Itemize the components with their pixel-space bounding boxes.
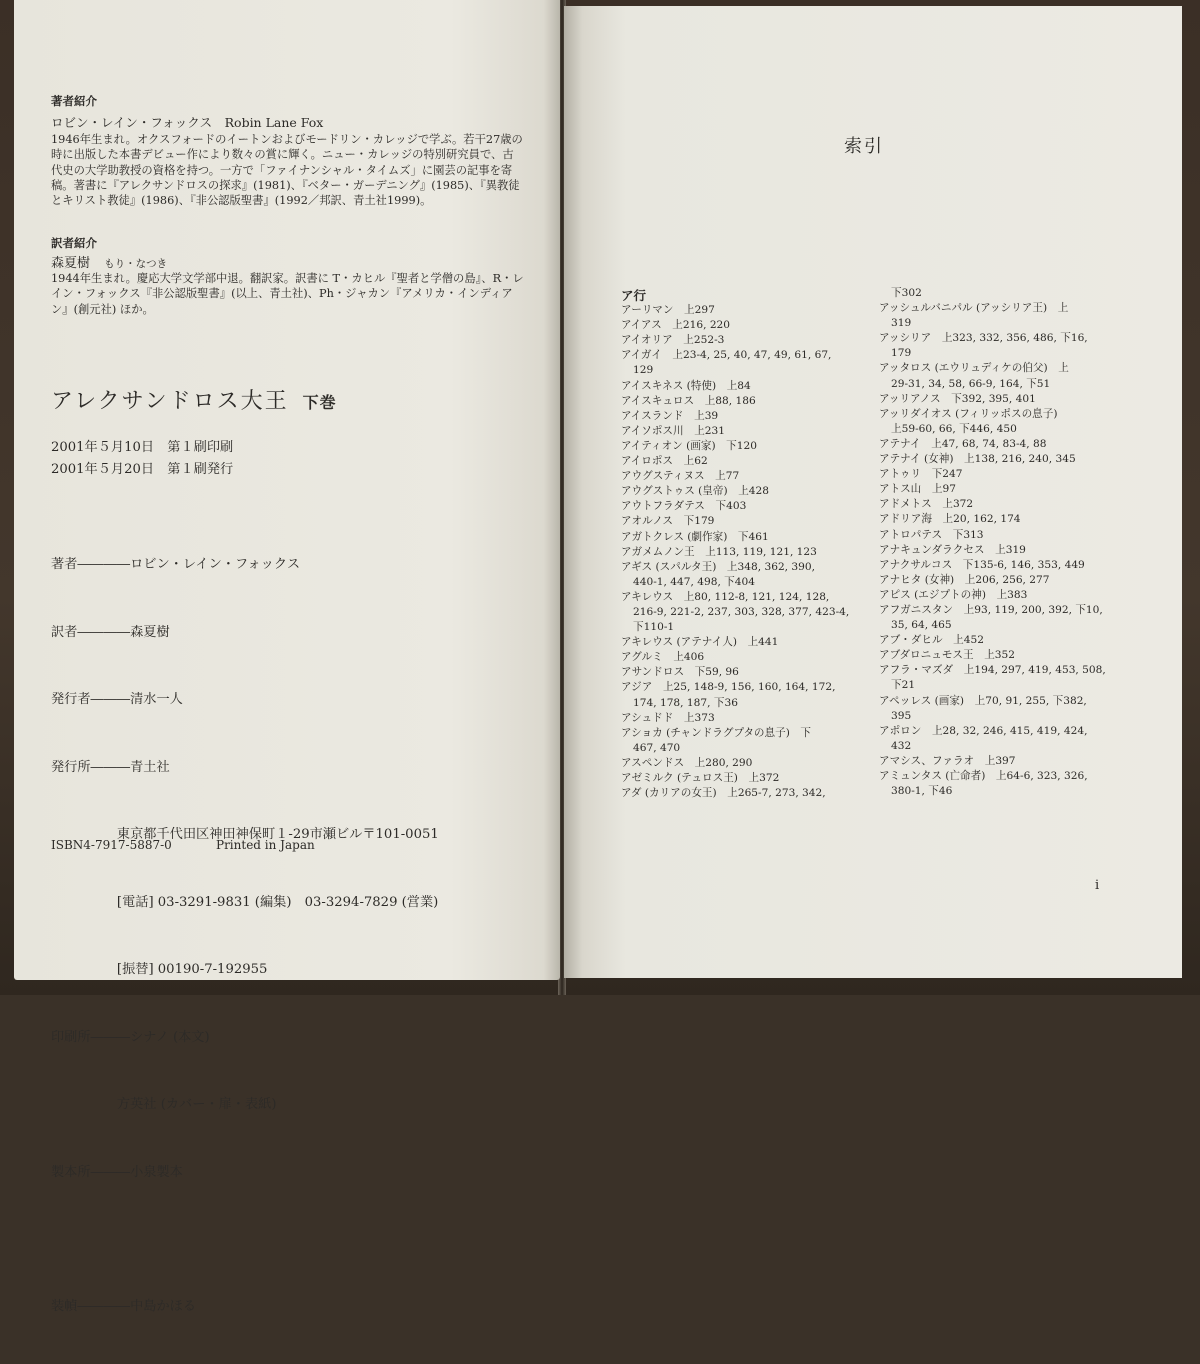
credit-address: 東京都千代田区神田神保町１-29市瀬ビル〒101-0051 — [51, 827, 439, 842]
index-entry-continuation: 432 — [891, 739, 912, 752]
index-entry: アッリダイオス (フィリッポスの息子) — [879, 407, 1058, 420]
index-entry: アナクサルコス 下135-6, 146, 353, 449 — [879, 558, 1085, 571]
index-entry: アグルミ 上406 — [621, 651, 705, 664]
book-title: アレクサンドロス大王 — [51, 389, 289, 414]
translator-bio: 1944年生まれ。慶応大学文学部中退。翻訳家。訳書に T・カヒル『聖者と学僧の島』、R・レ イン・フォックス『非公認版聖書』(以上、青土社)、Ph・ジャカン『アメリカ・インディア ン』(創元社) ほか。 — [51, 272, 524, 316]
index-entry: アゼミルク (テュロス王) 上372 — [621, 772, 780, 784]
section-label: ア行 — [621, 288, 647, 303]
index-entry: アドメトス 上372 — [879, 498, 974, 511]
index-entry-continuation: 下21 — [891, 679, 916, 692]
index-entry: アポロン 上28, 32, 246, 415, 419, 424, — [879, 724, 1088, 737]
index-entry: アッリアノス 下392, 395, 401 — [879, 392, 1036, 405]
index-entry: アイティオン (画家) 下120 — [621, 439, 757, 452]
credit-translator: 訳者――――森夏樹 — [51, 624, 170, 640]
index-entry-continuation: 440-1, 447, 498, 下404 — [633, 575, 755, 588]
index-entry: アガトクレス (劇作家) 下461 — [621, 530, 769, 543]
index-entry: アマシス、ファラオ 上397 — [879, 754, 1016, 767]
index-title: 索引 — [844, 136, 884, 157]
credit-design: 装幀――――中島かほる — [51, 1299, 197, 1314]
credit-phone: [電話] 03-3291-9831 (編集) 03-3294-7829 (営業) — [51, 894, 439, 910]
index-entry: アダ (カリアの女王) 上265-7, 273, 342, — [621, 787, 826, 800]
index-entry-continuation: 467, 470 — [633, 741, 681, 754]
index-entry: アドリア海 上20, 162, 174 — [879, 513, 1021, 526]
index-entry: アイスキュロス 上88, 186 — [621, 394, 756, 407]
index-entry: アシュドド 上373 — [621, 711, 715, 724]
index-entry: アッシリア 上323, 332, 356, 486, 下16, — [879, 332, 1088, 345]
credit-publisher: 発行者―――清水一人 — [51, 692, 183, 707]
index-entry: アイスランド 上39 — [621, 409, 719, 422]
credit-publishing-house: 発行所―――青土社 — [51, 759, 170, 775]
index-entry: アテナイ (女神) 上138, 216, 240, 345 — [879, 453, 1076, 466]
author-heading: 著者紹介 — [51, 94, 97, 108]
index-entry: アトロパテス 下313 — [879, 528, 984, 541]
colophon-page — [14, 0, 560, 1314]
index-entry-continuation: 395 — [891, 709, 912, 722]
index-entry: アッシュルバニパル (アッシリア王) 上 — [879, 302, 1069, 315]
index-entry: アペッレス (画家) 上70, 91, 255, 下382, — [879, 694, 1087, 707]
index-entry: アギス (スパルタ王) 上348, 362, 390, — [621, 560, 816, 573]
book-title-line — [51, 384, 337, 415]
index-entry-continuation: 29-31, 34, 58, 66-9, 164, 下51 — [891, 377, 1051, 390]
book-volume: 下巻 — [302, 393, 337, 412]
index-entry: アキレウス 上80, 112-8, 121, 124, 128, — [621, 590, 830, 603]
index-entry: アオルノス 下179 — [621, 515, 715, 528]
credit-binder: 製本所―――小泉製本 — [51, 1164, 183, 1180]
index-entry: アーリマン 上297 — [621, 304, 715, 317]
index-page — [564, 6, 1182, 978]
credits-list — [51, 509, 439, 1364]
index-entry-continuation: 216-9, 221-2, 237, 303, 328, 377, 423-4, — [633, 605, 850, 618]
index-entry: アナキュンダラクセス 上319 — [879, 543, 1026, 556]
page-folio: i — [1095, 878, 1100, 893]
credit-transfer: [振替] 00190-7-192955 — [51, 962, 268, 977]
translator-reading: もり・なつき — [104, 258, 168, 270]
index-entry: アショカ (チャンドラグプタの息子) 下 — [621, 726, 812, 739]
index-entry-continuation: 319 — [891, 317, 912, 330]
index-entry: アトス山 上97 — [879, 483, 956, 496]
index-entry: アイロポス 上62 — [621, 455, 708, 468]
index-entry: アスペンドス 上280, 290 — [621, 756, 753, 769]
index-entry: アガメムノン王 上113, 119, 121, 123 — [621, 545, 817, 558]
author-bio: 1946年生まれ。オクスフォードのイートンおよびモードリン・カレッジで学ぶ。若干27歳の 時に出版した本書デビュー作により数々の賞に輝く。ニュー・カレッジの特別研究員で、古 代史の大学助教授の資格を持つ。一方で「ファイナンシャル・タイムズ」に園芸の記事を寄 稿。著書に『アレクサンドロスの探求』(1981)、『ベター・ガーデニング』(1985)、『異教徒 とキリスト教徒』(1986)、『非公認版聖書』(1992／邦訳、青土社1999)。 — [51, 133, 523, 208]
index-entry: アジア 上25, 148-9, 156, 160, 164, 172, — [621, 681, 836, 694]
index-entry: アッタロス (エウリュディケの伯父) 上 — [879, 362, 1069, 375]
index-column-1 — [621, 288, 849, 801]
index-entry: アブ・ダヒル 上452 — [879, 634, 984, 647]
index-entry-continuation: 下110-1 — [633, 621, 675, 634]
index-entry: アブダロニュモス王 上352 — [879, 649, 1016, 662]
index-entry: アウトフラダテス 下403 — [621, 500, 747, 513]
index-column-2 — [879, 286, 1106, 799]
isbn: ISBN4-7917-5887-0 — [51, 838, 172, 852]
index-entry: アイソポス川 上231 — [621, 424, 726, 437]
index-entry: アウグストゥス (皇帝) 上428 — [621, 485, 770, 498]
index-entry: アイオリア 上252-3 — [621, 334, 725, 347]
index-entry: アイガイ 上23-4, 25, 40, 47, 49, 61, 67, — [621, 349, 832, 362]
index-entry-continuation: 129 — [633, 364, 654, 377]
index-entry: アピス (エジプトの神) 上383 — [879, 588, 1028, 601]
translator-name-line — [51, 252, 167, 271]
index-entry-continuation: 上59-60, 66, 下446, 450 — [891, 422, 1017, 435]
index-entry: アミュンタス (亡命者) 上64-6, 323, 326, — [879, 770, 1088, 782]
index-entry: アフラ・マズダ 上194, 297, 419, 453, 508, — [879, 664, 1106, 677]
author-name: ロビン・レイン・フォックス Robin Lane Fox — [51, 115, 324, 130]
index-entry-continuation: 380-1, 下46 — [891, 785, 953, 798]
credit-printer-cover: 方英社 (カバー・扉・表紙) — [51, 1097, 277, 1112]
printing-dates: 2001年５月10日 第１刷印刷 2001年５月20日 第１刷発行 — [51, 440, 234, 477]
index-entry-continuation: 下302 — [891, 287, 922, 299]
index-entry-continuation: 35, 64, 465 — [891, 619, 952, 632]
index-entry: アナヒタ (女神) 上206, 256, 277 — [879, 573, 1050, 586]
index-entry: アトゥリ 下247 — [879, 468, 963, 481]
index-entry: アテナイ 上47, 68, 74, 83-4, 88 — [879, 437, 1047, 450]
index-entry: アイアス 上216, 220 — [621, 319, 731, 332]
index-entry: アキレウス (アテナイ人) 上441 — [621, 636, 779, 649]
translator-name: 森夏樹 — [51, 256, 91, 271]
index-entry: アウグスティヌス 上77 — [621, 470, 740, 483]
index-entry-continuation: 179 — [891, 347, 912, 360]
credit-printer: 印刷所―――シナノ (本文) — [51, 1029, 210, 1045]
index-entry: アサンドロス 下59, 96 — [621, 666, 739, 679]
index-entry-continuation: 174, 178, 187, 下36 — [633, 696, 738, 709]
index-entry: アフガニスタン 上93, 119, 200, 392, 下10, — [879, 603, 1103, 616]
translator-heading: 訳者紹介 — [51, 236, 97, 250]
index-entry: アイスキネス (特使) 上84 — [621, 379, 751, 392]
printed-in: Printed in Japan — [216, 838, 315, 852]
credit-author: 著者――――ロビン・レイン・フォックス — [51, 557, 301, 572]
